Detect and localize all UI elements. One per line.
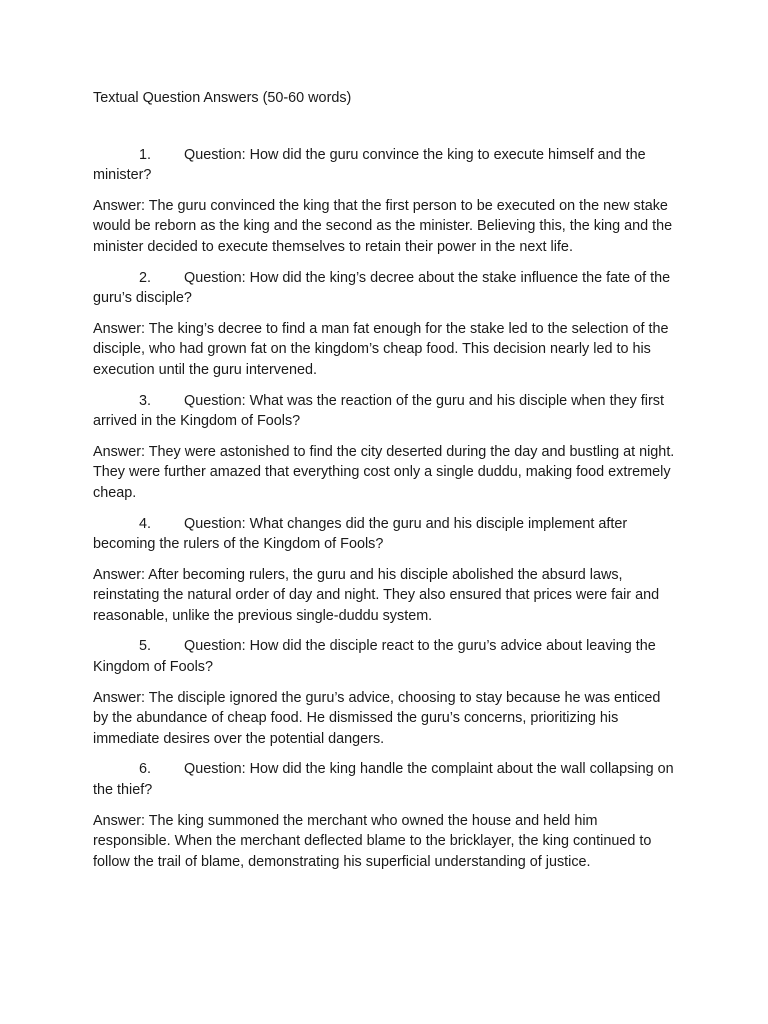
question-5 — [93, 636, 678, 677]
question-4 — [93, 514, 678, 555]
qa-item-6 — [93, 759, 678, 872]
question-text: Question: What changes did the guru and his disciple implement after becoming the rulers of the Kingdom of Fools? — [93, 515, 628, 553]
question-2 — [93, 268, 678, 309]
question-number: 2. — [139, 269, 152, 286]
answer-1: Answer: The guru convinced the king that the first person to be executed on the new stake would be reborn as the king and the second as the minister. Believing this, the king and the minister decided to execute themselves to retain their power in the next life. — [93, 197, 673, 255]
question-number: 5. — [139, 638, 152, 655]
answer-2: Answer: The king’s decree to find a man fat enough for the stake led to the selection of the disciple, who had grown fat on the kingdom’s cheap food. This decision nearly led to his execution until the guru intervened. — [93, 320, 669, 378]
question-1 — [93, 145, 678, 186]
qa-item-1 — [93, 145, 678, 258]
question-text: Question: How did the guru convince the king to execute himself and the minister? — [93, 146, 646, 184]
question-number: 6. — [139, 761, 152, 778]
question-text: Question: How did the king handle the complaint about the wall collapsing on the thief? — [93, 761, 674, 799]
qa-item-2 — [93, 268, 678, 381]
qa-item-5 — [93, 636, 678, 749]
qa-item-4 — [93, 514, 678, 627]
document-page — [93, 88, 678, 882]
question-text: Question: How did the king’s decree about the stake influence the fate of the guru’s disciple? — [93, 269, 671, 307]
answer-5: Answer: The disciple ignored the guru’s advice, choosing to stay because he was enticed by the abundance of cheap food. He dismissed the guru’s concerns, prioritizing his immediate desires over the potential dangers. — [93, 689, 661, 747]
question-text: Question: How did the disciple react to the guru’s advice about leaving the Kingdom of Fools? — [93, 638, 656, 676]
answer-6: Answer: The king summoned the merchant who owned the house and held him responsible. When the merchant deflected blame to the bricklayer, the king continued to follow the trail of blame, demonstrating his superficial understanding of justice. — [93, 812, 652, 870]
question-number: 1. — [139, 146, 152, 163]
question-3 — [93, 391, 678, 432]
answer-3: Answer: They were astonished to find the city deserted during the day and bustling at night. They were further amazed that everything cost only a single duddu, making food extremely cheap. — [93, 443, 675, 501]
qa-item-3 — [93, 391, 678, 504]
question-text: Question: What was the reaction of the guru and his disciple when they first arrived in the Kingdom of Fools? — [93, 392, 664, 430]
question-number: 3. — [139, 392, 152, 409]
document-title: Textual Question Answers (50-60 words) — [93, 90, 352, 106]
answer-4: Answer: After becoming rulers, the guru and his disciple abolished the absurd laws, reinstating the natural order of day and night. They also ensured that prices were fair and reasonable, unlike the previous single-duddu system. — [93, 566, 660, 624]
question-6 — [93, 759, 678, 800]
question-number: 4. — [139, 515, 152, 532]
